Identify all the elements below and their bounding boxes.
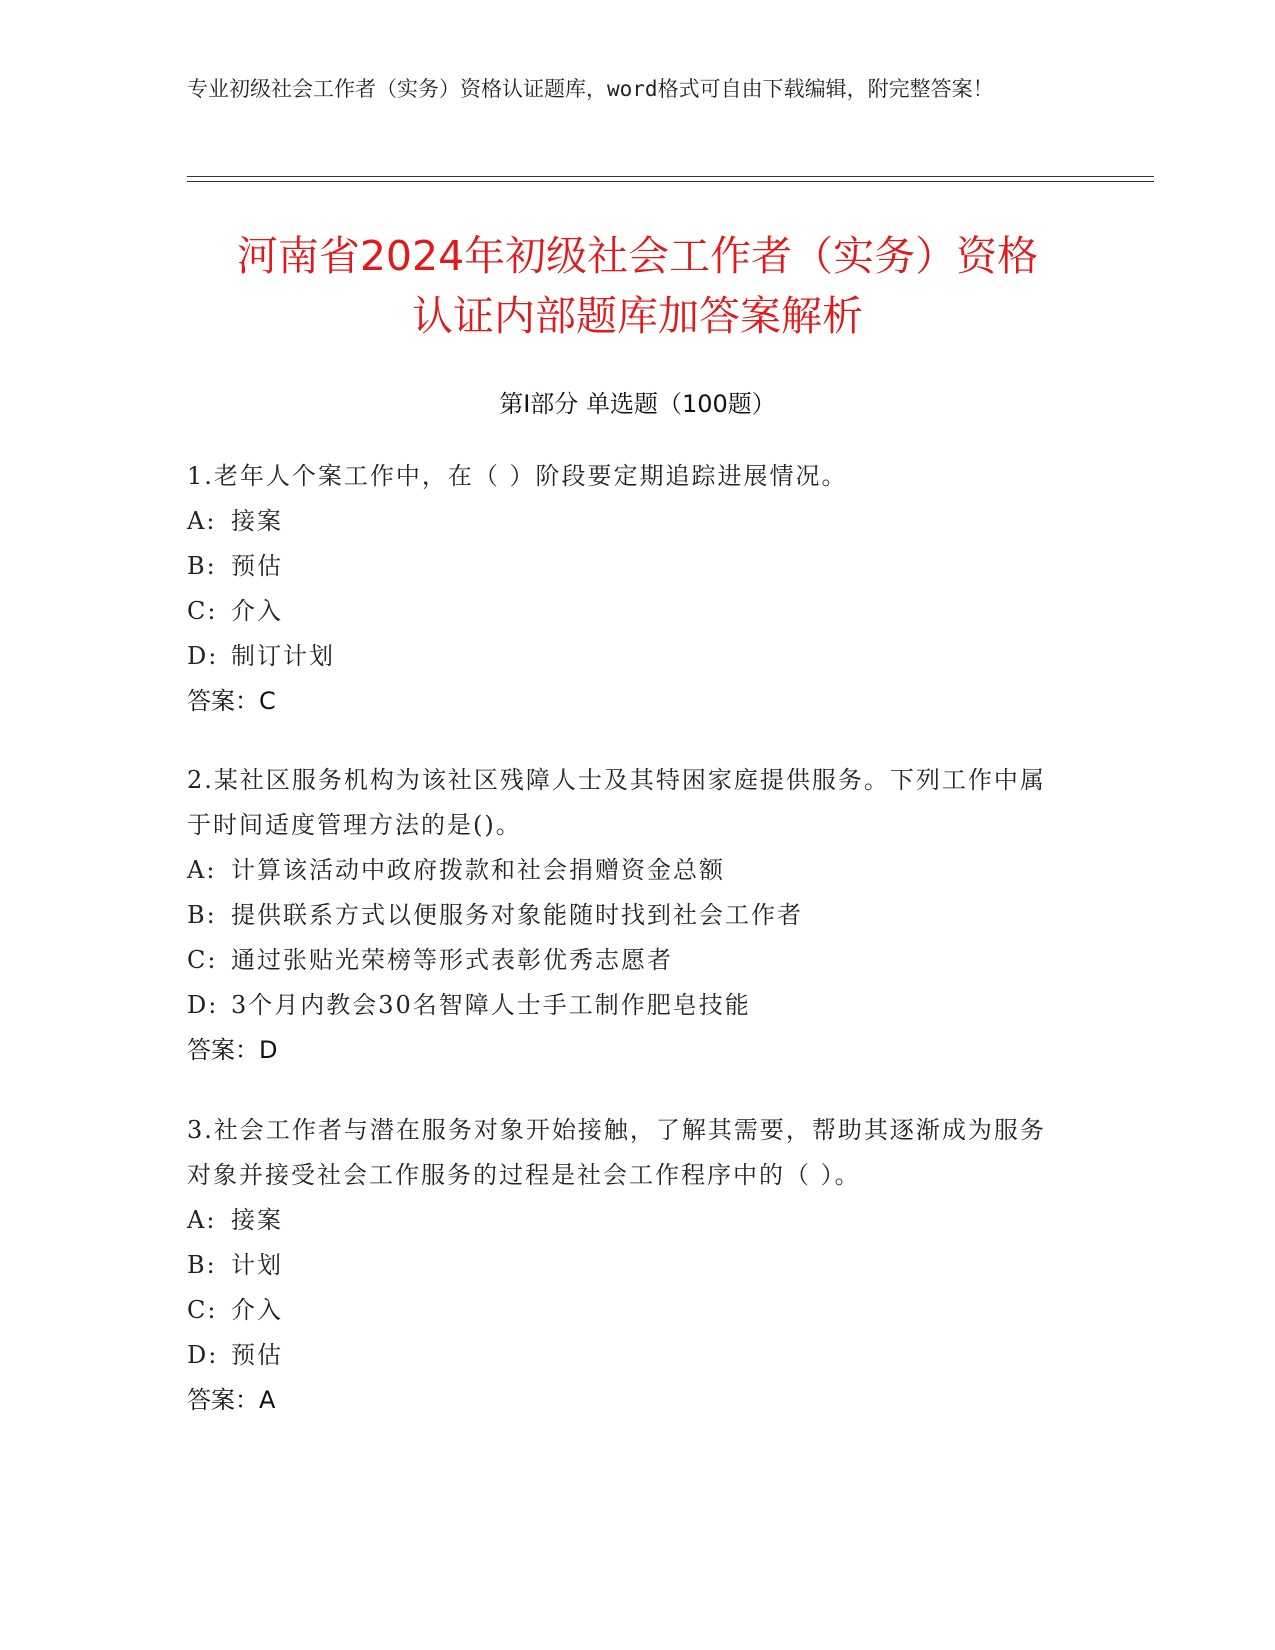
section-title: 第Ⅰ部分 单选题（100题） [499, 390, 776, 418]
option-b [187, 544, 1067, 589]
answer: 答案：C [187, 687, 276, 715]
option-key: B: [187, 552, 217, 580]
option-text: 提供联系方式以便服务对象能随时找到社会工作者 [231, 901, 803, 929]
question-text: 2.某社区服务机构为该社区残障人士及其特困家庭提供服务。下列工作中属于时间适度管理方法的是()。 [187, 766, 1046, 839]
option-c [187, 589, 1067, 634]
option-text: 计划 [231, 1251, 283, 1279]
option-key: A: [187, 1206, 217, 1234]
option-text: 预估 [231, 1341, 283, 1369]
option-b [187, 1243, 1067, 1288]
option-key: D: [187, 991, 219, 1019]
question-2 [187, 758, 1067, 1073]
answer: 答案：A [187, 1386, 276, 1414]
option-key: B: [187, 901, 217, 929]
option-d [187, 983, 1067, 1028]
option-key: B: [187, 1251, 217, 1279]
option-d [187, 1333, 1067, 1378]
question-1 [187, 454, 1067, 724]
header-divider-top [187, 176, 1154, 177]
option-a [187, 499, 1067, 544]
option-text: 制订计划 [231, 642, 335, 670]
option-text: 接案 [231, 1206, 283, 1234]
option-c [187, 938, 1067, 983]
question-3 [187, 1108, 1067, 1423]
option-key: A: [187, 856, 217, 884]
header-divider-bottom [187, 181, 1154, 182]
option-d [187, 634, 1067, 679]
option-a [187, 1198, 1067, 1243]
document-title-line1: 河南省2024年初级社会工作者（实务）资格 [236, 232, 1039, 280]
option-key: C: [187, 1296, 218, 1324]
option-key: C: [187, 597, 218, 625]
option-text: 介入 [231, 597, 283, 625]
header-note: 专业初级社会工作者（实务）资格认证题库，word格式可自由下载编辑，附完整答案！ [187, 77, 994, 101]
document-title-line2: 认证内部题库加答案解析 [412, 292, 863, 340]
option-key: A: [187, 507, 217, 535]
option-text: 介入 [231, 1296, 283, 1324]
option-text: 计算该活动中政府拨款和社会捐赠资金总额 [231, 856, 725, 884]
option-text: 3个月内教会30名智障人士手工制作肥皂技能 [231, 991, 751, 1019]
option-text: 预估 [231, 552, 283, 580]
document-title [140, 226, 1135, 346]
answer: 答案：D [187, 1036, 278, 1064]
option-a [187, 848, 1067, 893]
option-c [187, 1288, 1067, 1333]
option-key: C: [187, 946, 218, 974]
question-text: 1.老年人个案工作中，在（ ）阶段要定期追踪进展情况。 [187, 462, 848, 490]
option-key: D: [187, 642, 219, 670]
option-b [187, 893, 1067, 938]
option-text: 接案 [231, 507, 283, 535]
option-key: D: [187, 1341, 219, 1369]
question-text: 3.社会工作者与潜在服务对象开始接触，了解其需要，帮助其逐渐成为服务对象并接受社会工作服务的过程是社会工作程序中的（ ）。 [187, 1116, 1046, 1189]
option-text: 通过张贴光荣榜等形式表彰优秀志愿者 [231, 946, 673, 974]
